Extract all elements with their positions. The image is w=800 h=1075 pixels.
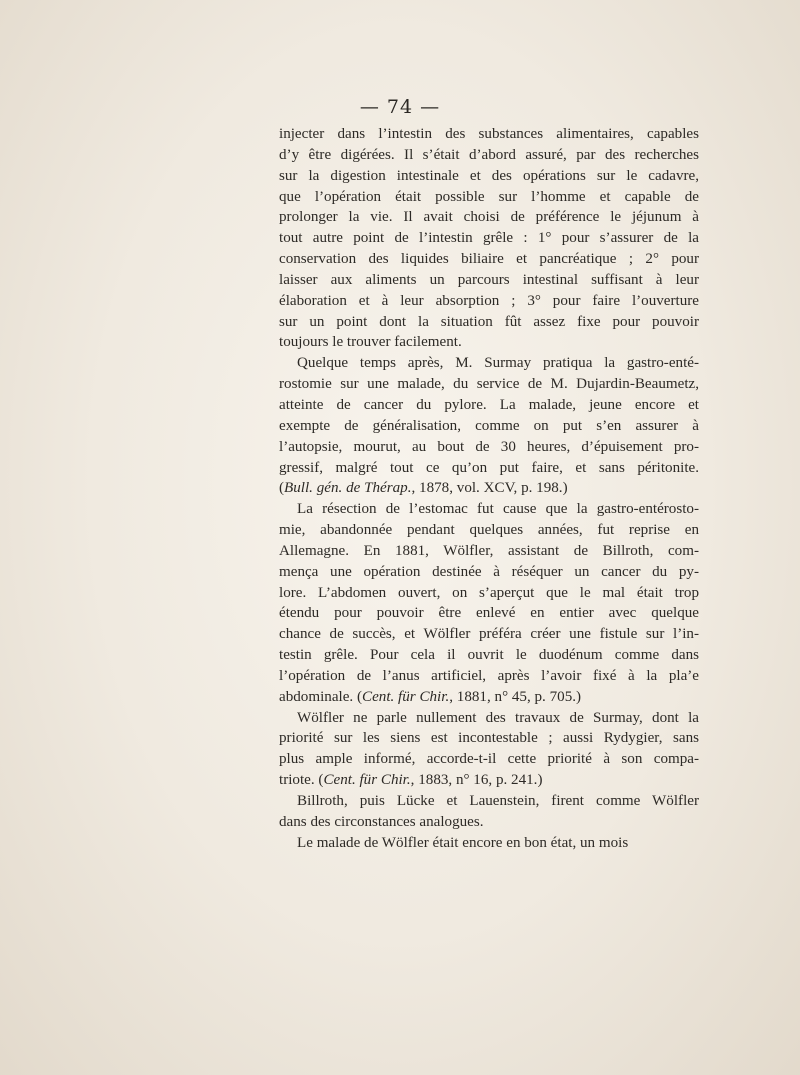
paragraph — [279, 353, 699, 499]
text-line: sur la digestion intestinale et des opérations sur le cadavre, — [279, 167, 699, 184]
text-line: Wölfler ne parle nullement des travaux de Surmay, dont la — [297, 709, 699, 726]
text-line: Allemagne. En 1881, Wölfler, assistant de Billroth, com- — [279, 542, 699, 559]
text-line: triote. (Cent. für Chir., 1883, n° 16, p. 241.) — [279, 772, 543, 789]
text-line: sur un point dont la situation fût assez fixe pour pouvoir — [279, 313, 699, 330]
paragraph — [279, 833, 699, 854]
text-line: conservation des liquides biliaire et pancréatique ; 2° pour — [279, 251, 699, 268]
text-line: Billroth, puis Lücke et Lauenstein, firent comme Wölfler — [297, 793, 699, 809]
text-line: étendu pour pouvoir être enlevé en entier avec quelque — [279, 605, 699, 622]
paragraph — [279, 791, 699, 833]
text-line: testin grêle. Pour cela il ouvrit le duodénum comme dans — [279, 647, 699, 664]
text-line: l’autopsie, mourut, au bout de 30 heures, d’épuisement pro- — [279, 438, 699, 455]
text-line: tout autre point de l’intestin grêle : 1° pour s’assurer de la — [279, 230, 699, 247]
paragraph — [279, 708, 699, 791]
text-line: toujours le trouver facilement. — [279, 334, 462, 351]
text-line: élaboration et à leur absorption ; 3° pour faire l’ouverture — [279, 292, 699, 309]
text-line: La résection de l’estomac fut cause que la gastro-entérosto- — [297, 501, 699, 518]
text-line: chance de succès, et Wölfler préféra créer une fistule sur l’in- — [279, 626, 699, 643]
text-line: mença une opération destinée à réséquer un cancer du py- — [279, 563, 699, 580]
text-line: gressif, malgré tout ce qu’on put faire, et sans péritonite. — [279, 459, 699, 476]
text-line: Le malade de Wölfler était encore en bon état, un mois — [297, 834, 629, 851]
text-line: Quelque temps après, M. Surmay pratiqua la gastro-enté- — [297, 355, 699, 372]
text-line: priorité sur les siens est incontestable ; aussi Rydygier, sans — [279, 730, 699, 747]
text-line: lore. L’abdomen ouvert, on s’aperçut que le mal était trop — [279, 584, 699, 601]
text-line: (Bull. gén. de Thérap., 1878, vol. XCV, p. 198.) — [279, 480, 568, 497]
paragraph — [279, 124, 699, 353]
text-line: atteinte de cancer du pylore. La malade, jeune encore et — [279, 396, 699, 413]
text-line: laisser aux aliments un parcours intestinal suffisant à leur — [279, 271, 699, 288]
text-line: mie, abandonnée pendant quelques années, fut reprise en — [279, 522, 699, 539]
text-line: abdominale. (Cent. für Chir., 1881, n° 45, p. 705.) — [279, 688, 582, 705]
text-line: que l’opération était possible sur l’homme et capable de — [279, 188, 699, 205]
text-line: exempte de généralisation, comme on put s’en assurer à — [279, 417, 699, 434]
text-line: dans des circonstances analogues. — [279, 813, 484, 830]
text-line: prolonger la vie. Il avait choisi de préférence le jéjunum à — [279, 209, 699, 226]
text-line: rostomie sur une malade, du service de M. Dujardin-Beaumetz, — [279, 376, 699, 393]
page-number: — 74 — — [359, 96, 441, 118]
paragraph — [279, 499, 699, 707]
body-text — [279, 124, 699, 854]
text-line: d’y être digérées. Il s’était d’abord assuré, par des recherches — [279, 146, 699, 163]
text-line: injecter dans l’intestin des substances alimentaires, capables — [279, 126, 699, 142]
text-line: plus ample informé, accorde-t-il cette priorité à son compa- — [279, 751, 699, 768]
text-line: l’opération de l’anus artificiel, après l’avoir fixé à la pla’e — [279, 667, 699, 684]
